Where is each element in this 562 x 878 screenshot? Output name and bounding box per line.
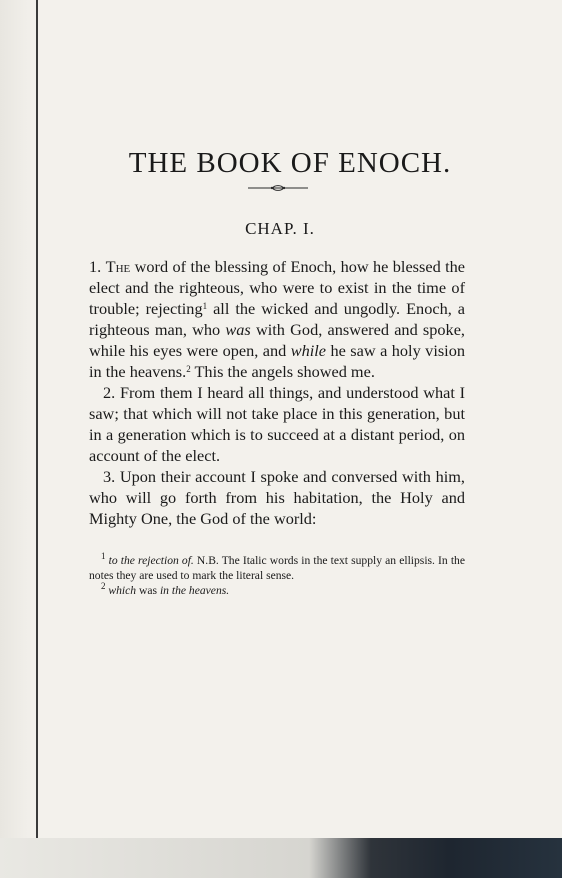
chapter-heading: CHAP. I. — [245, 219, 315, 238]
paragraph-2: 2. From them I heard all things, and understood what I saw; that which will not take place in this generation, but in a generation which is to succeed at a distant period, on account of the elect. — [89, 383, 465, 465]
paragraph-3: 3. Upon their account I spoke and conversed with him, who will go forth from his habitation, the Holy and Mighty One, the God of the world: — [89, 467, 465, 528]
footnote-ref-1: 1 — [202, 301, 208, 311]
chapter-body — [89, 256, 465, 529]
lead-small-caps: The — [105, 257, 131, 276]
footnote-1: $^1$ to the rejection of. N.B. The Italic words in the text supply an ellipsis. In the notes they are used to mark the literal sense. — [89, 551, 465, 582]
ornament-divider — [248, 184, 308, 192]
footnote-2: $^2$ which was in the heavens. — [101, 581, 230, 597]
binding-edge — [36, 0, 38, 838]
footnotes — [89, 553, 465, 598]
book-title: THE BOOK OF ENOCH. — [128, 147, 452, 180]
page-gutter — [0, 0, 40, 838]
scan-bottom-edge — [0, 838, 562, 878]
footnote-ref-2: 2 — [186, 364, 191, 374]
paragraph-1: 1. The word of the blessing of Enoch, how he blessed the elect and the righteous, who were to exist in the time of trouble; rejecting$^1$ all the wicked and ungodly. Enoch, a righteous man, who was with God, answered and spoke, while his eyes were open, and while he saw a holy vision in the heavens.$^2$ This the angels showed me. — [89, 257, 466, 381]
